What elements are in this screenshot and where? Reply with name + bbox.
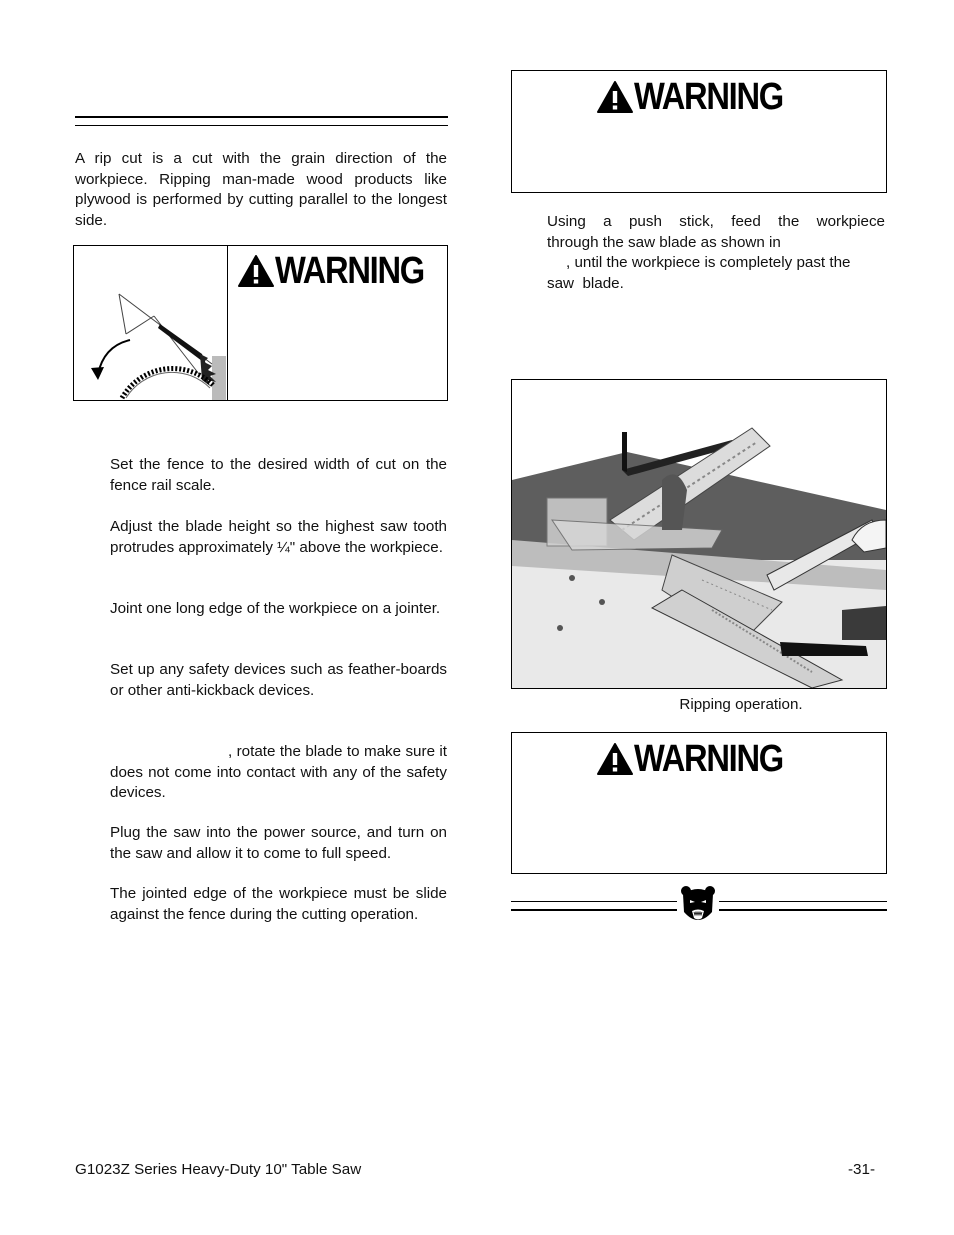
divider-rule-left-thin: [511, 901, 677, 902]
kickback-illustration-divider: [227, 246, 228, 400]
bottom-warning-badge: [596, 740, 807, 778]
figure-caption: Ripping operation.: [679, 696, 803, 713]
section-heading-rule-thick: [75, 116, 448, 118]
step-adjust-blade-height: Adjust the blade height so the highest saw tooth protrudes approximately ¼" above the workpiece.: [110, 518, 447, 556]
push-step-line-1: Using a push stick, feed the workpiece: [547, 213, 885, 230]
push-step-line-2: through the saw blade as shown in: [547, 233, 781, 251]
push-step-line-3: , until the workpiece is completely past the: [566, 254, 851, 272]
kickback-warning-badge: [237, 252, 448, 290]
top-warning-badge: [596, 78, 807, 116]
ripping-operation-figure: [511, 379, 887, 689]
step-set-fence: Set the fence to the desired width of cut on the fence rail scale.: [110, 456, 447, 494]
divider-rule-left-thick: [511, 909, 677, 911]
divider-rule-right-thin: [719, 901, 887, 902]
ripping-operation-photo: [512, 380, 886, 688]
warning-triangle-icon: [596, 80, 634, 114]
step-rotate-blade: , rotate the blade to make sure it does not come into contact with any of the safety devices.: [110, 743, 447, 802]
kickback-blade-rotation-icon: [74, 246, 227, 400]
warning-triangle-icon: [596, 742, 634, 776]
step-joint-edge: Joint one long edge of the workpiece on a jointer.: [110, 600, 441, 617]
warning-label: WARNING: [275, 250, 424, 292]
step-push-stick: [547, 212, 885, 294]
bottom-warning-box: [511, 732, 887, 874]
kickback-warning-box: [73, 245, 448, 401]
warning-triangle-icon: [237, 254, 275, 288]
grizzly-bear-logo-icon: [680, 884, 716, 926]
step-safety-devices: Set up any safety devices such as feather-boards or other anti-kickback devices.: [110, 661, 447, 699]
intro-paragraph: A rip cut is a cut with the grain direction of the workpiece. Ripping man-made wood products like plywood is performed by cutting parallel to the longest side.: [75, 150, 447, 229]
section-heading-rule-thin: [75, 125, 448, 126]
top-warning-box: [511, 70, 887, 193]
footer-manual-title: G1023Z Series Heavy-Duty 10" Table Saw: [75, 1161, 362, 1178]
push-step-line-4: saw blade.: [547, 274, 624, 292]
step-plug-in-saw: Plug the saw into the power source, and turn on the saw and allow it to come to full speed.: [110, 824, 447, 862]
warning-label: WARNING: [634, 76, 783, 118]
step-jointed-edge-fence: The jointed edge of the workpiece must be slide against the fence during the cutting operation.: [110, 885, 447, 923]
footer-page-number: -31-: [848, 1161, 876, 1178]
divider-rule-right-thick: [719, 909, 887, 911]
warning-label: WARNING: [634, 738, 783, 780]
